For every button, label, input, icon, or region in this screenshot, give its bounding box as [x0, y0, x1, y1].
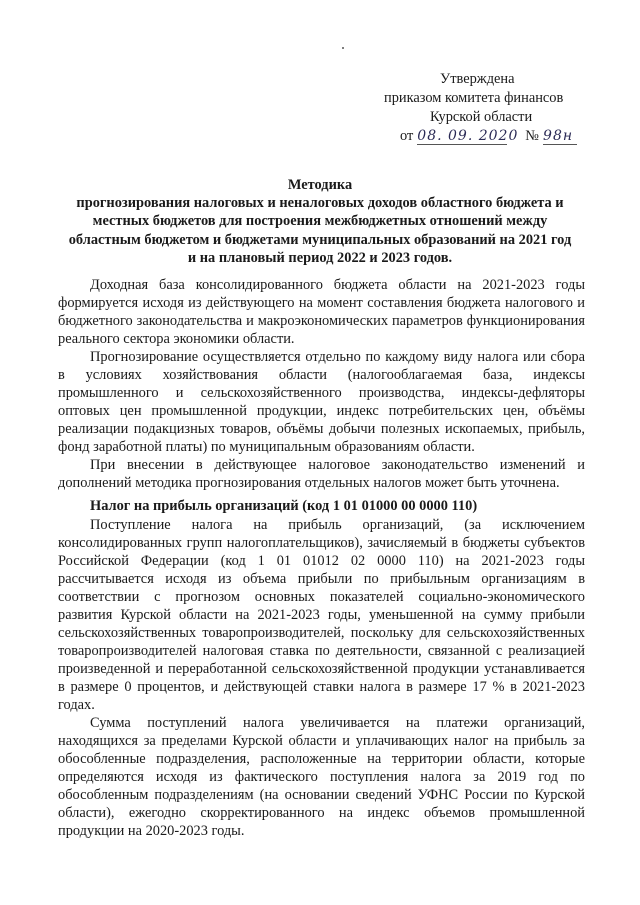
number-prefix: №: [525, 128, 540, 144]
number-field: [543, 129, 577, 145]
handwritten-date: 08. 09. 2020: [417, 128, 519, 144]
paragraph-profit-tax-calc: Поступление налога на прибыль организаций, (за исключением консолидированных групп налогоплательщиков), зачисляемый в бюджеты субъектов Российской Федерации (код 1 01 01012 02 0000 110) на 2021-2023 годы рассчитывается исходя из объема прибыли по прибыльным организациям в соответствии с прогнозом основных показателей социально-экономического развития Курской области на 2021-2023 годы, уменьшенной на сумму прибыли сельскохозяйственных товаропроизводителей, поскольку для сельскохозяйственных товаропроизводителей налоговая ставка по деятельности, связанной с реализацией произведенной и переработанной сельскохозяйственной продукции устанавливается в размере 0 процентов, и действующей ставки налога в размере 17 % в 2021-2023 годах.: [58, 517, 585, 713]
approval-line-date-number: [378, 127, 608, 146]
approval-line-approved: Утверждена: [440, 71, 515, 87]
date-prefix: от: [400, 128, 414, 144]
title-line-2: прогнозирования налоговых и неналоговых доходов областного бюджета и: [76, 195, 564, 212]
title-line-4: областным бюджетом и бюджетами муниципальных образований на 2021 год: [68, 231, 572, 248]
paragraph-revenue-base: Доходная база консолидированного бюджета области на 2021-2023 годы формируется исходя из действующего на момент составления бюджета налогового и бюджетного законодательства и макроэкономических параметров функционирования реального сектора экономики области.: [58, 277, 585, 347]
paragraph-profit-tax-branches: Сумма поступлений налога увеличивается на платежи организаций, находящихся за пределами Курской области и уплачивающих налог на прибыль за обособленные подразделения, расположенные на территории области, которые определяются исходя из фактического поступления налога за 2019 год по обособленным подразделениям (на основании сведений УФНС России по Курской области), ежегодно скорректированного на индекс объемов промышленной продукции на 2020-2023 годы.: [58, 715, 585, 839]
paragraph-forecasting: Прогнозирование осуществляется отдельно по каждому виду налога или сбора в условиях хозяйствования области (налогооблагаемая база, индексы промышленного и сельскохозяйственного производства, индексы-дефляторы оптовых цен промышленной продукции, индекс потребительских цен, объёмы реализации подакцизных товаров, объёмы добычи полезных ископаемых, прибыль, фонд заработной платы) по муниципальным образованиям области.: [58, 349, 585, 455]
scan-speck: [342, 47, 344, 49]
approval-line-order: приказом комитета финансов: [384, 90, 564, 106]
approval-stamp-block: [378, 70, 608, 146]
document-body: [58, 276, 585, 840]
section-heading-profit-tax: Налог на прибыль организаций (код 1 01 01000 00 0000 110): [90, 498, 478, 514]
paragraph-amendments: При внесении в действующее налоговое законодательство изменений и дополнений методика прогнозирования отдельных налогов может быть уточнена.: [58, 457, 585, 491]
handwritten-number: 98н: [543, 128, 574, 144]
approval-line-region: Курской области: [430, 109, 533, 125]
title-line-5: и на плановый период 2022 и 2023 годов.: [187, 249, 453, 266]
title-line-1: Методика: [287, 177, 353, 193]
document-title: [40, 176, 600, 267]
date-field: [417, 128, 519, 145]
title-line-3: местных бюджетов для построения межбюджетных отношений между: [92, 213, 548, 230]
